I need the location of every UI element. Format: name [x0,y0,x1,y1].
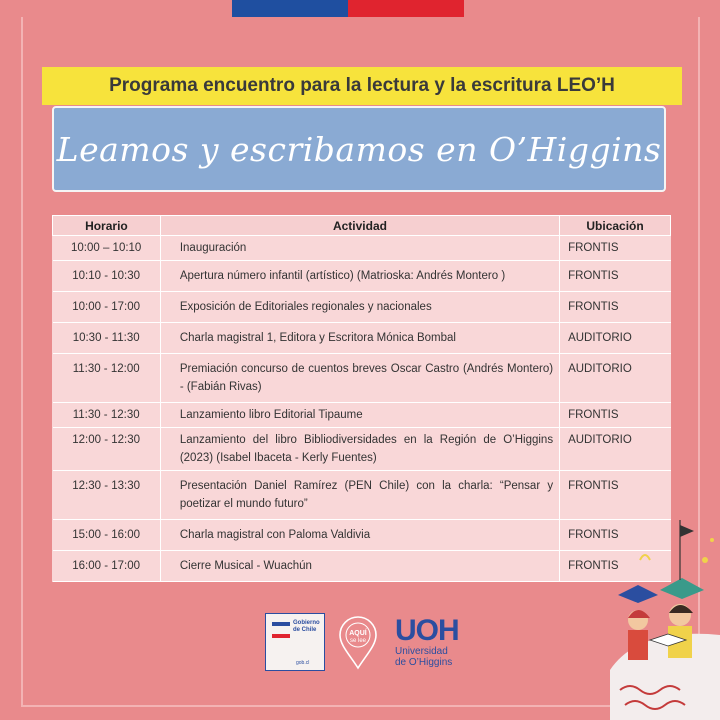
row-location: FRONTIS [560,403,671,428]
row-location: AUDITORIO [560,323,671,354]
flag-blue-stripe [232,0,348,17]
uoh-logo [395,616,459,668]
row-time: 11:30 - 12:30 [53,403,161,428]
row-location: FRONTIS [560,551,671,582]
gobierno-de-chile-logo [265,613,325,671]
row-activity: Charla magistral 1, Editora y Escritora Mónica Bombal [160,323,559,354]
row-location: FRONTIS [560,236,671,261]
svg-text:se lee: se lee [349,638,367,644]
chile-flag-icon [272,622,290,638]
row-time: 15:00 - 16:00 [53,520,161,551]
row-time: 10:00 - 17:00 [53,292,161,323]
row-time: 10:10 - 10:30 [53,261,161,292]
row-location: FRONTIS [560,471,671,520]
row-activity: Premiación concurso de cuentos breves Oscar Castro (Andrés Montero) - (Fabián Rivas) [160,354,559,403]
row-time: 10:30 - 11:30 [53,323,161,354]
table-row [53,403,671,428]
subtitle: Leamos y escribamos en O’Higgins [56,129,662,169]
row-location: AUDITORIO [560,428,671,471]
program-title: Programa encuentro para la lectura y la escritura LEO’H [109,75,615,96]
row-time: 12:30 - 13:30 [53,471,161,520]
row-time: 11:30 - 12:00 [53,354,161,403]
table-row [53,428,671,471]
header-actividad: Actividad [160,216,559,236]
row-activity: Charla magistral con Paloma Valdivia [160,520,559,551]
row-activity: Lanzamiento libro Editorial Tipaume [160,403,559,428]
flag-red-stripe [348,0,464,17]
row-location: FRONTIS [560,292,671,323]
gobierno-logo-text: Gobierno de Chile [293,620,320,633]
schedule-table [52,215,671,582]
table-row [53,520,671,551]
table-row [53,354,671,403]
row-activity: Inauguración [160,236,559,261]
svg-text:AQUÍ: AQUÍ [349,630,367,637]
table-header-row [53,216,671,236]
row-time: 12:00 - 12:30 [53,428,161,471]
children-reading-illustration-icon [610,500,720,720]
row-activity: Lanzamiento del libro Bibliodiversidades en la Región de O’Higgins (2023) (Isabel Ibaceta - Kerly Fuentes) [160,428,559,471]
row-location: FRONTIS [560,261,671,292]
table-row [53,471,671,520]
aqui-se-lee-logo [337,614,379,670]
gobierno-url: gob.cl [296,660,310,666]
table-row [53,236,671,261]
row-activity: Presentación Daniel Ramírez (PEN Chile) con la charla: “Pensar y poetizar el mundo futuro” [160,471,559,520]
header-horario: Horario [53,216,161,236]
row-location: FRONTIS [560,520,671,551]
row-time: 10:00 – 10:10 [53,236,161,261]
flag-bar [232,0,464,17]
program-title-banner [42,67,682,105]
uoh-mark: UOH [395,614,459,647]
row-activity: Cierre Musical - Wuachún [160,551,559,582]
subtitle-box [52,106,666,192]
table-row [53,323,671,354]
table-row [53,551,671,582]
row-activity: Exposición de Editoriales regionales y nacionales [160,292,559,323]
map-pin-icon [337,614,379,670]
row-activity: Apertura número infantil (artístico) (Matrioska: Andrés Montero ) [160,261,559,292]
uoh-name-line1: Universidad [395,646,448,657]
row-location: AUDITORIO [560,354,671,403]
table-row [53,292,671,323]
uoh-name-line2: de O’Higgins [395,657,453,668]
logo-strip [265,612,459,672]
row-time: 16:00 - 17:00 [53,551,161,582]
header-ubicacion: Ubicación [560,216,671,236]
table-row [53,261,671,292]
